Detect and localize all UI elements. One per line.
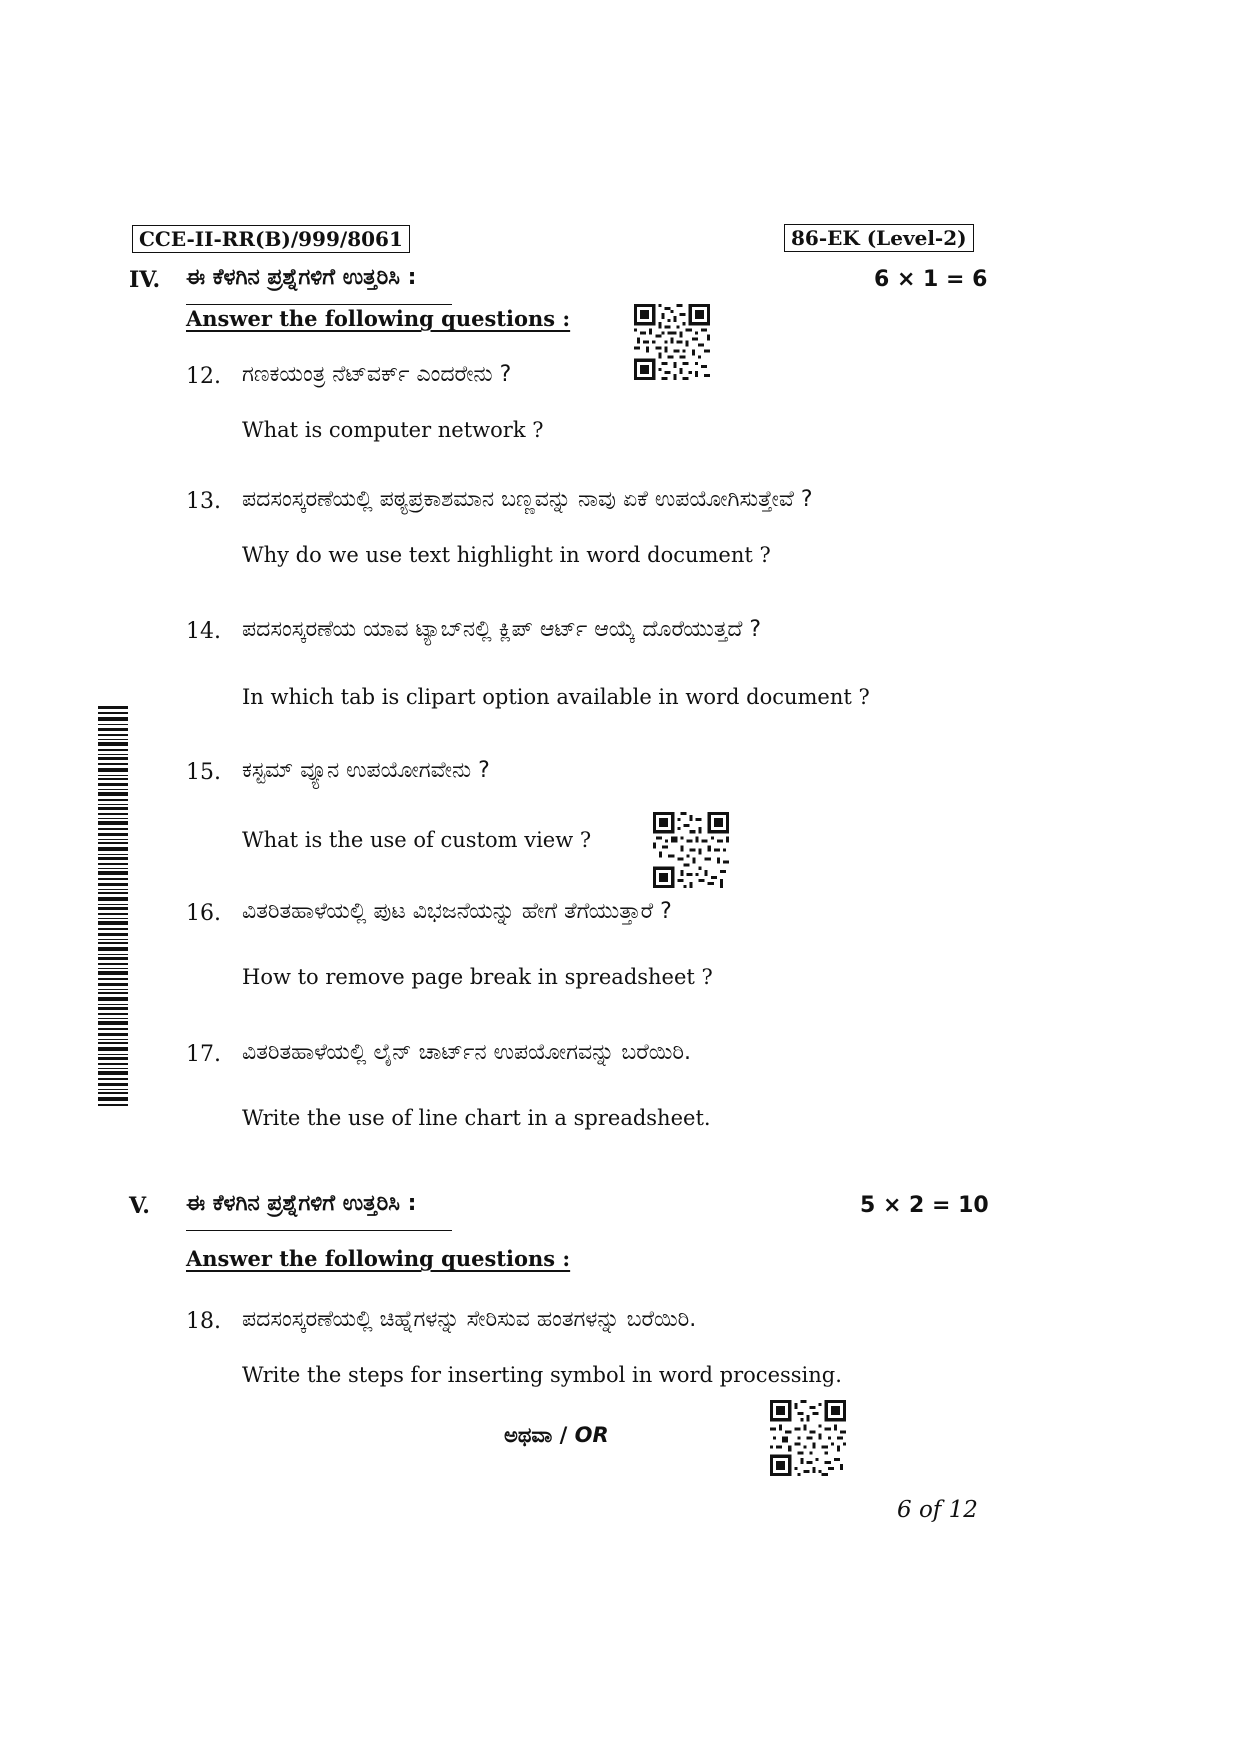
qr-code	[634, 304, 710, 380]
question-number: 16.	[186, 901, 221, 926]
section-iv-number: IV.	[129, 267, 161, 293]
question-text-kannada: ಪದಸಂಸ್ಕರಣೆಯಲ್ಲಿ ಪಠ್ಯಪ್ರಕಾಶಮಾನ ಬಣ್ಣವನ್ನು ನಾವು ಏಕೆ ಉಪಯೋಗಿಸುತ್ತೇವೆ ?	[242, 487, 813, 512]
question-text-english: Write the steps for inserting symbol in word processing.	[242, 1363, 842, 1387]
question-text-english: In which tab is clipart option available in word document ?	[242, 685, 870, 709]
question-text-kannada: ಪದಸಂಸ್ಕರಣೆಯಲ್ಲಿ ಚಿಹ್ನೆಗಳನ್ನು ಸೇರಿಸುವ ಹಂತಗಳನ್ನು ಬರೆಯಿರಿ.	[242, 1307, 697, 1332]
question-number: 17.	[186, 1042, 221, 1067]
section-v-heading-rule	[186, 1230, 452, 1231]
or-kannada: ಅಥವಾ /	[504, 1423, 568, 1447]
question-number: 14.	[186, 619, 221, 644]
section-v-marks: 5 × 2 = 10	[860, 1193, 989, 1218]
section-iv-heading-kannada: ಈ ಕೆಳಗಿನ ಪ್ರಶ್ನೆಗಳಿಗೆ ಉತ್ತರಿಸಿ :	[186, 265, 417, 290]
question-text-english: How to remove page break in spreadsheet ?	[242, 965, 713, 989]
question-text-kannada: ವಿತರಿತಹಾಳೆಯಲ್ಲಿ ಪುಟ ವಿಭಜನೆಯನ್ನು ಹೇಗೆ ತೆಗೆಯುತ್ತಾರೆ ?	[242, 899, 672, 924]
question-text-english: What is computer network ?	[242, 418, 544, 442]
question-text-english: What is the use of custom view ?	[242, 828, 592, 852]
question-number: 15.	[186, 760, 221, 785]
paper-code-right: 86-EK (Level-2)	[784, 224, 974, 252]
section-v-number: V.	[129, 1193, 150, 1219]
qr-code	[653, 812, 729, 888]
section-iv-marks: 6 × 1 = 6	[874, 267, 988, 292]
page-number: 6 of 12	[897, 1497, 978, 1523]
question-text-kannada: ವಿತರಿತಹಾಳೆಯಲ್ಲಿ ಲೈನ್ ಚಾರ್ಟ್‌ನ ಉಪಯೋಗವನ್ನು ಬರೆಯಿರಿ.	[242, 1040, 691, 1065]
section-v-heading-english: Answer the following questions :	[186, 1246, 571, 1271]
question-number: 13.	[186, 489, 221, 514]
question-number: 12.	[186, 364, 221, 389]
or-english: OR	[574, 1423, 609, 1447]
paper-code-left: CCE-II-RR(B)/999/8061	[132, 225, 410, 253]
question-text-kannada: ಗಣಕಯಂತ್ರ ನೆಟ್‌ವರ್ಕ್ ಎಂದರೇನು ?	[242, 362, 512, 387]
qr-code	[770, 1400, 846, 1476]
section-v-heading-kannada: ಈ ಕೆಳಗಿನ ಪ್ರಶ್ನೆಗಳಿಗೆ ಉತ್ತರಿಸಿ :	[186, 1191, 417, 1216]
question-text-kannada: ಪದಸಂಸ್ಕರಣೆಯ ಯಾವ ಟ್ಯಾಬ್‌ನಲ್ಲಿ ಕ್ಲಿಪ್ ಆರ್ಟ್ ಆಯ್ಕೆ ದೊರೆಯುತ್ತದೆ ?	[242, 617, 762, 642]
question-number: 18.	[186, 1309, 221, 1334]
section-iv-heading-english: Answer the following questions :	[186, 306, 571, 331]
or-separator	[504, 1423, 609, 1448]
section-iv-heading-rule	[186, 304, 452, 305]
question-text-english: Why do we use text highlight in word document ?	[242, 543, 771, 567]
question-text-kannada: ಕಸ್ಟಮ್ ವ್ಯೂನ ಉಪಯೋಗವೇನು ?	[242, 758, 490, 783]
question-text-english: Write the use of line chart in a spreadsheet.	[242, 1106, 711, 1130]
barcode	[98, 706, 128, 1106]
